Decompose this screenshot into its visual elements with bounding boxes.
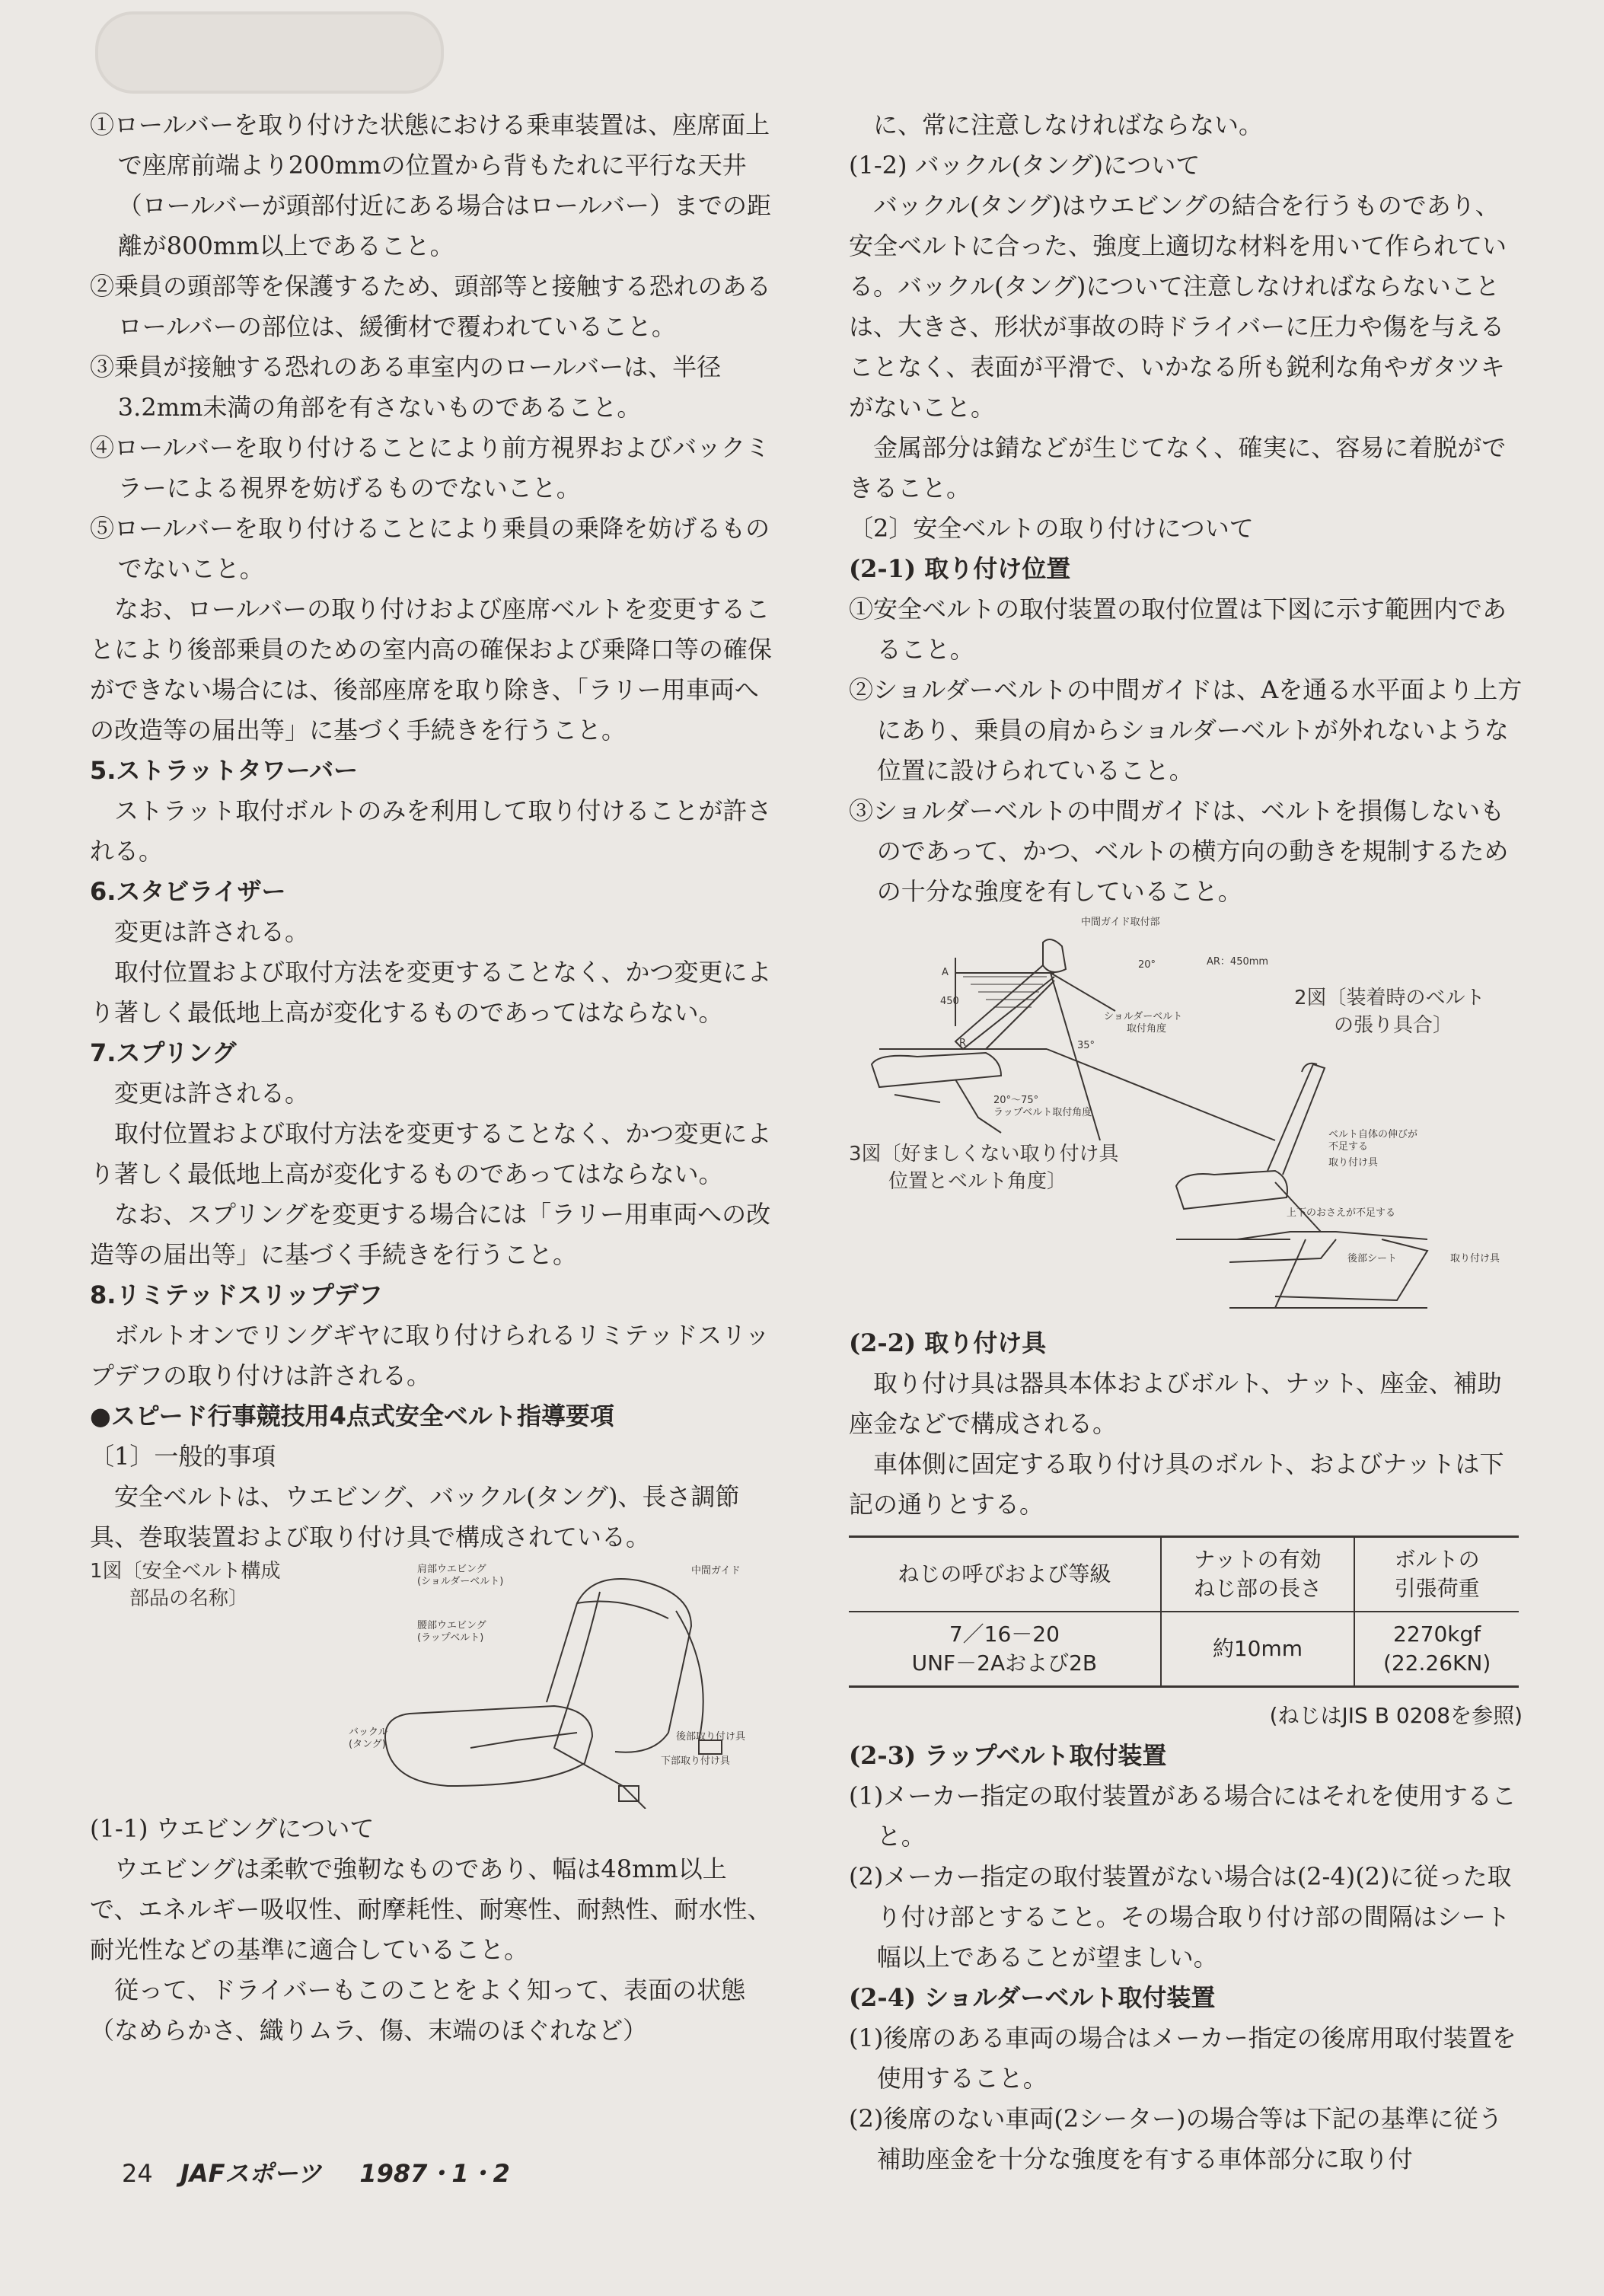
- table-header-row: [849, 1537, 1519, 1612]
- figure-1-caption-line-2: 部品の名称〕: [129, 1587, 249, 1610]
- section-lap-belt-mount: (2-3) ラップベルト取付装置: [849, 1741, 1167, 1770]
- webbing-paragraph-2: 従って、ドライバーもこのことをよく知って、表面の状態（なめらかさ、織りムラ、傷、末端のほぐれなど）: [90, 1976, 746, 2045]
- section-buckle: (1-2) バックル(タング)について: [849, 151, 1201, 180]
- shoulder-rule-2: (2)後席のない車両(2シーター)の場合等は下記の基準に従う補助座金を十分な強度を有する車体部分に取り付: [849, 2104, 1503, 2173]
- figure-2-drawing: [849, 912, 1523, 1323]
- cell-thread: 7／16－20 UNF－2Aおよび2B: [911, 1622, 1098, 1676]
- header-thread: ねじの呼びおよび等級: [898, 1561, 1111, 1586]
- header-nut-length: ナットの有効 ねじ部の長さ: [1161, 1537, 1355, 1612]
- section-shoulder-belt-mount: (2-4) ショルダーベルト取付装置: [849, 1983, 1216, 2012]
- label-shoulder-webbing: 肩部ウエビング (ショルダーベルト): [417, 1564, 504, 1587]
- rollbar-rule-5: ⑤ロールバーを取り付けることにより乗員の乗降を妨げるものでないこと。: [90, 514, 770, 583]
- rollbar-rule-2: ②乗員の頭部等を保護するため、頭部等と接触する恐れのあるロールバーの部位は、緩衝材で覆われていること。: [90, 272, 771, 341]
- label-angle-20: 20°: [1138, 959, 1156, 971]
- webbing-paragraph: ウエビングは柔軟で強靭なものであり、幅は48mm以上で、エネルギー吸収性、耐摩耗性、耐寒性、耐熱性、耐水性、耐光性などの基準に適合していること。: [90, 1854, 772, 1964]
- spring-paragraph-2: 取付位置および取付方法を変更することなく、かつ変更により著しく最低地上高が変化するものであってはならない。: [90, 1119, 772, 1188]
- strut-paragraph: ストラット取付ボルトのみを利用して取り付けることが許される。: [90, 796, 772, 866]
- bolt-paragraph: 車体側に固定する取り付け具のボルト、およびナットは下記の通りとする。: [849, 1449, 1504, 1519]
- metal-paragraph: 金属部分は錆などが生じてなく、確実に、容易に着脱ができること。: [849, 433, 1507, 502]
- left-column: [90, 105, 775, 2051]
- jis-note: (ねじはJIS B 0208を参照): [1269, 1703, 1523, 1728]
- rollbar-rule-3: ③乗員が接触する恐れのある車室内のロールバーは、半径3.2mm未満の角部を有さないものであること。: [90, 352, 722, 422]
- page-footer: [122, 2154, 510, 2189]
- mount-rule-3: ③ショルダーベルトの中間ガイドは、ベルトを損傷しないものであって、かつ、ベルトの横方向の動きを規制するための十分な強度を有していること。: [849, 796, 1509, 906]
- label-lower-mount: 下部取り付け具: [661, 1755, 731, 1767]
- shoulder-rule-1: (1)後席のある車両の場合はメーカー指定の後席用取付装置を使用すること。: [849, 2023, 1516, 2093]
- section-mount-hardware: (2-2) 取り付け具: [849, 1328, 1047, 1357]
- figure-2-caption-line-1: 2図〔装着時のベルト: [1294, 987, 1485, 1009]
- continued-paragraph: に、常に注意しなければならない。: [873, 110, 1264, 139]
- hardware-paragraph: 取り付け具は器具本体およびボルト、ナット、座金、補助座金などで構成される。: [849, 1369, 1502, 1438]
- cell-nut-length: 約10mm: [1161, 1612, 1355, 1687]
- label-shoulder-angle: ショルダーベルト 取付角度: [1104, 1011, 1183, 1035]
- label-height-450: 450: [940, 996, 959, 1007]
- lap-rule-1: (1)メーカー指定の取付装置がある場合にはそれを使用すること。: [849, 1781, 1516, 1851]
- label-point-r: R: [959, 1038, 967, 1049]
- label-lap-webbing: 腰部ウエビング (ラップベルト): [417, 1620, 486, 1644]
- lap-rule-2: (2)メーカー指定の取付装置がない場合は(2-4)(2)に従った取り付け部とすること。その場合取り付け部の間隔はシート幅以上であることが望ましい。: [849, 1862, 1512, 1972]
- label-buckle: バックル (タング): [349, 1727, 388, 1750]
- spring-paragraph-3: なお、スプリングを変更する場合には「ラリー用車両への改造等の届出等」に基づく手続きを行うこと。: [90, 1200, 771, 1269]
- label-guide-mount: 中間ガイド取付部: [1081, 917, 1160, 928]
- figure-3-caption: [849, 1140, 1119, 1195]
- label-middle-guide: 中間ガイド: [691, 1565, 741, 1577]
- figure-3-caption-line-2: 位置とベルト角度〕: [888, 1170, 1067, 1193]
- bolt-spec-table: [849, 1535, 1519, 1688]
- header-bolt-load: ボルトの 引張荷重: [1354, 1537, 1519, 1612]
- label-stretch: ベルト自体の伸びが 不足する: [1328, 1129, 1418, 1153]
- label-rear-mount: 後部取り付け具: [676, 1731, 746, 1743]
- section-webbing: (1-1) ウエビングについて: [90, 1814, 375, 1843]
- magazine-logo-ghost: [95, 11, 444, 94]
- rollbar-rule-1: ①ロールバーを取り付けた状態における乗車装置は、座席面上で座席前端より200mmの位置から背もたれに平行な天井（ロールバーが頭部付近にある場合はロールバー）までの距離が800mm以上であること。: [90, 110, 772, 260]
- page-number: 24: [122, 2159, 153, 2188]
- figure-1-belt-components: [90, 1558, 775, 1809]
- label-hold: 上下のおさえが不足する: [1287, 1207, 1396, 1219]
- issue-date: 1987・1・2: [359, 2159, 510, 2188]
- figure-3-caption-line-1: 3図〔好ましくない取り付け具: [849, 1143, 1119, 1166]
- figure-2-caption-line-2: の張り具合〕: [1334, 1014, 1453, 1037]
- heading-strut-tower-bar: 5.ストラットタワーバー: [90, 756, 359, 785]
- rollbar-note: なお、ロールバーの取り付けおよび座席ベルトを変更することにより後部乗員のための室内高の確保および乗降口等の確保ができない場合には、後部座席を取り除き、「ラリー用車両への改造等の届出等」に基づく手続きを行うこと。: [90, 595, 773, 745]
- label-angle-35: 35°: [1077, 1040, 1095, 1051]
- label-mount-a: 取り付け具: [1328, 1157, 1379, 1169]
- label-rear-seat: 後部シート: [1347, 1253, 1398, 1264]
- right-column: [849, 105, 1523, 2180]
- figure-1-seat-drawing: [90, 1558, 775, 1809]
- lsd-paragraph: ボルトオンでリングギヤに取り付けられるリミテッドスリップデフの取り付けは許される。: [90, 1321, 770, 1390]
- heading-stabilizer: 6.スタビライザー: [90, 877, 286, 906]
- spring-paragraph-1: 変更は許される。: [114, 1079, 310, 1108]
- label-lap-range: 20°～75°: [993, 1095, 1039, 1106]
- stabilizer-paragraph-2: 取付位置および取付方法を変更することなく、かつ変更により著しく最低地上高が変化するものであってはならない。: [90, 958, 772, 1027]
- general-paragraph: 安全ベルトは、ウエビング、バックル(タング)、長さ調節具、巻取装置および取り付け具で構成されている。: [90, 1482, 740, 1551]
- section-general: 〔1〕一般的事項: [90, 1442, 276, 1471]
- figure-2-caption: [1294, 984, 1485, 1039]
- heading-lsd: 8.リミテッドスリップデフ: [90, 1280, 383, 1309]
- mount-rule-1: ①安全ベルトの取付装置の取付位置は下図に示す範囲内であること。: [849, 595, 1507, 664]
- heading-spring: 7.スプリング: [90, 1038, 237, 1067]
- figure-1-caption-line-1: 1図〔安全ベルト構成: [90, 1560, 281, 1583]
- rollbar-rule-4: ④ロールバーを取り付けることにより前方視界およびバックミラーによる視界を妨げるものでないこと。: [90, 433, 770, 502]
- magazine-name: JAFスポーツ: [180, 2159, 322, 2188]
- stabilizer-paragraph-1: 変更は許される。: [114, 917, 310, 946]
- buckle-paragraph: バックル(タング)はウエビングの結合を行うものであり、安全ベルトに合った、強度上適切な材料を用いて作られている。バックル(タング)について注意しなければならないことは、大きさ、形状が事故の時ドライバーに圧力や傷を与えることなく、表面が平滑で、いかなる所も鋭利な角やガタツキがないこと。: [849, 191, 1507, 422]
- section-belt-mounting: 〔2〕安全ベルトの取り付けについて: [849, 514, 1254, 543]
- mount-rule-2: ②ショルダーベルトの中間ガイドは、Aを通る水平面より上方にあり、乗員の肩からショルダーベルトが外れないような位置に設けられていること。: [849, 675, 1523, 785]
- label-ar: AR：450mm: [1207, 956, 1269, 968]
- label-lap-angle: ラップベルト取付角度: [993, 1107, 1092, 1118]
- label-point-a: A: [942, 967, 949, 978]
- heading-seatbelt-guideline: ●スピード行事競技用4点式安全ベルト指導要項: [90, 1402, 614, 1430]
- table-row: [849, 1612, 1519, 1687]
- label-mount-b: 取り付け具: [1450, 1253, 1500, 1264]
- section-mount-position: (2-1) 取り付け位置: [849, 554, 1071, 583]
- cell-bolt-load: 2270kgf (22.26KN): [1354, 1612, 1519, 1687]
- figures-2-3: [849, 912, 1523, 1323]
